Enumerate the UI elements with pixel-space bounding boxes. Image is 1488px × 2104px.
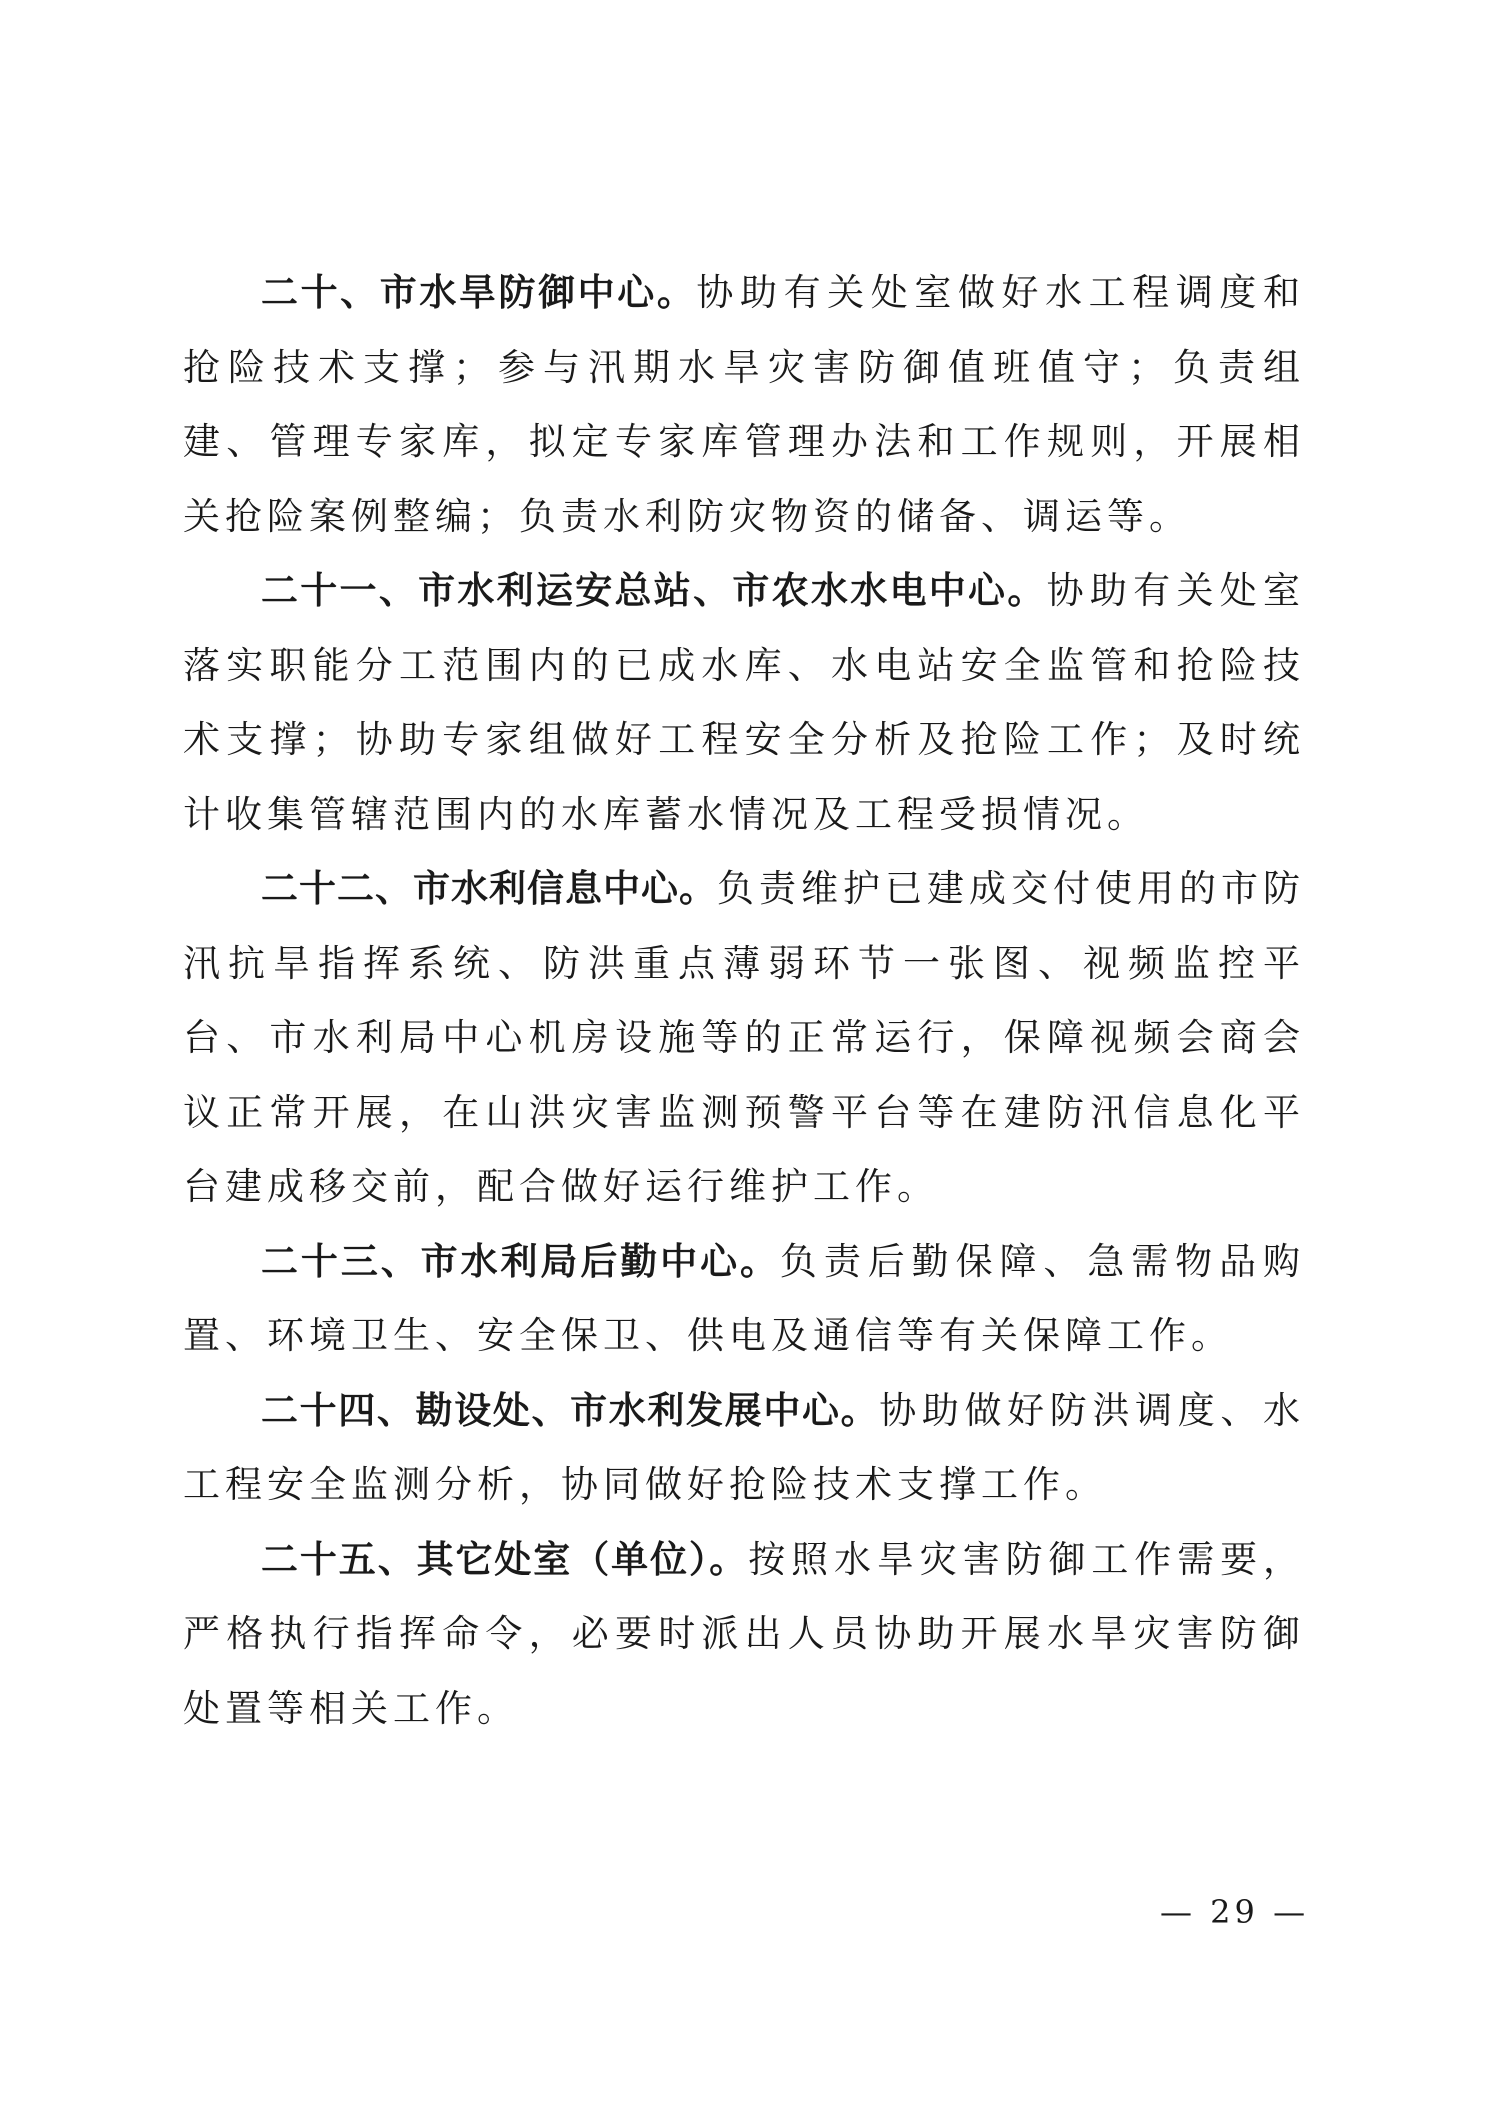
document-body <box>183 256 1305 1746</box>
section-heading: 二十四、勘设处、市水利发展中心。 <box>261 1388 880 1432</box>
section-text: 按照水旱灾害防御工作需要，严格执行指挥命令，必要时派出人员协助开展水旱灾害防御处置等相关工作。 <box>183 1537 1306 1730</box>
section-paragraph-23 <box>183 1225 1305 1374</box>
section-heading: 二十一、市水利运安总站、市农水水电中心。 <box>261 569 1047 612</box>
section-text: 协助有关处室做好水工程调度和抢险技术支撑；参与汛期水旱灾害防御值班值守；负责组建、管理专家库，拟定专家库管理办法和工作规则，开展相关抢险案例整编；负责水利防灾物资的储备、调运等。 <box>183 271 1306 538</box>
section-text: 协助做好防洪调度、水工程安全监测分析，协同做好抢险技术支撑工作。 <box>183 1388 1306 1506</box>
section-heading: 二十三、市水利局后勤中心。 <box>261 1239 780 1283</box>
section-paragraph-21 <box>183 554 1305 852</box>
page-number: — 29 — <box>1160 1893 1310 1931</box>
section-heading: 二十、市水旱防御中心。 <box>261 271 697 314</box>
section-text: 协助有关处室落实职能分工范围内的已成水库、水电站安全监管和抢险技术支撑；协助专家组做好工程安全分析及抢险工作；及时统计收集管辖范围内的水库蓄水情况及工程受损情况。 <box>183 569 1306 836</box>
section-paragraph-25 <box>183 1523 1305 1747</box>
section-paragraph-22 <box>183 852 1305 1225</box>
section-text: 负责后勤保障、急需物品购置、环境卫生、安全保卫、供电及通信等有关保障工作。 <box>183 1239 1306 1357</box>
section-paragraph-20 <box>183 256 1305 554</box>
section-heading: 二十五、其它处室（单位）。 <box>261 1537 749 1581</box>
section-heading: 二十二、市水利信息中心。 <box>261 867 717 910</box>
section-paragraph-24 <box>183 1374 1305 1523</box>
section-text: 负责维护已建成交付使用的市防汛抗旱指挥系统、防洪重点薄弱环节一张图、视频监控平台、市水利局中心机房设施等的正常运行，保障视频会商会议正常开展，在山洪灾害监测预警平台等在建防汛信息化平台建成移交前，配合做好运行维护工作。 <box>183 867 1305 1208</box>
